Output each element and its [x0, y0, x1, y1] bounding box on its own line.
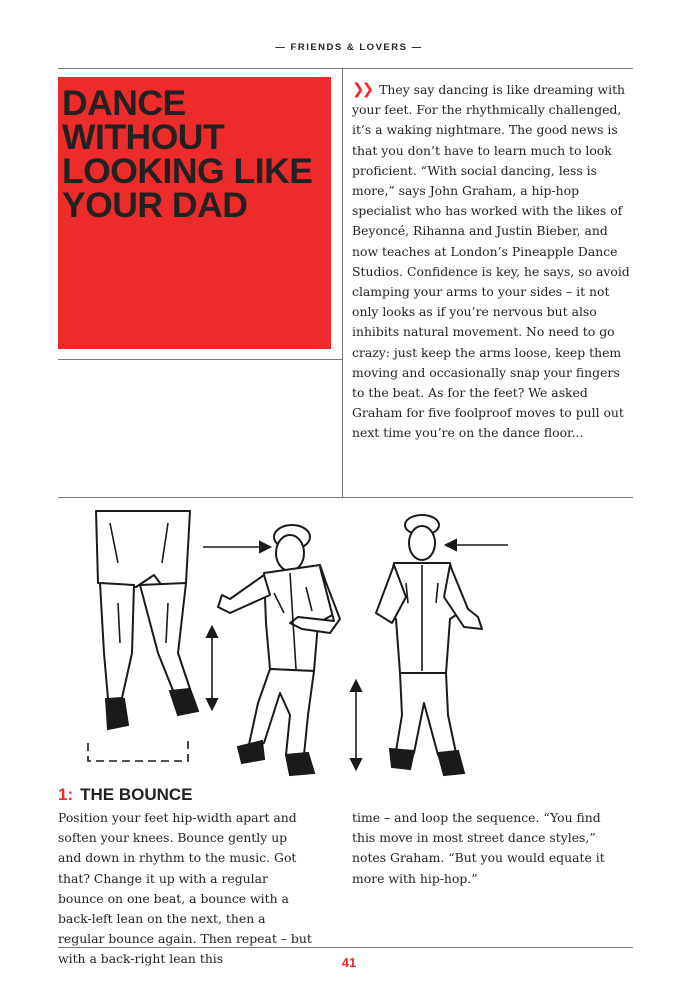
section-rule	[58, 497, 633, 498]
step-number: 1:	[58, 785, 74, 804]
step-text-right: time – and loop the sequence. “You find this move in most street dance styles,” notes Graham. “But you would equate it more with hip-hop.”	[352, 810, 605, 886]
intro-paragraph	[352, 79, 634, 444]
article-title: DANCE WITHOUT LOOKING LIKE YOUR DAD	[62, 83, 313, 225]
page-number: 41	[341, 955, 357, 970]
step-column-left	[58, 808, 314, 970]
title-underline	[58, 359, 342, 360]
title-box	[58, 77, 331, 349]
step-title: THE BOUNCE	[80, 785, 193, 804]
arrow-left-icon	[446, 540, 508, 550]
dancer-figure-leaning	[218, 525, 340, 775]
legs-figure	[88, 511, 198, 761]
top-rule	[58, 68, 633, 69]
intro-text: They say dancing is like dreaming with your feet. For the rhythmically challenged, it’s a waking nightmare. The good news is that you don’t have to learn much to look proficient. “With social dancing, less is more,” says John Graham, a hip-hop specialist who has worked with the likes of Beyoncé, Rihanna and Justin Bieber, and now teaches at London’s Pineapple Dance Studios. Confidence is key, he says, so avoid clamping your arms to your sides – it not only looks as if you’re nervous but also inhibits natural movement. No need to go crazy: just keep the arms loose, keep them moving and occasionally snap your fingers to the beat. As for the feet? We asked Graham for five foolproof moves to pull out next time you’re on the dance floor...	[352, 82, 630, 441]
vertical-arrow-icon	[207, 627, 217, 709]
arrow-right-icon	[203, 542, 270, 552]
step-column-right	[352, 808, 622, 889]
step-heading	[58, 785, 193, 805]
bounce-illustration	[58, 503, 633, 783]
bottom-rule	[58, 947, 633, 948]
vertical-arrow-icon-2	[351, 681, 361, 769]
double-chevron-icon: ❯❯	[352, 80, 372, 98]
column-divider	[342, 68, 343, 498]
dancer-figure-standing	[376, 515, 482, 775]
step-text-left: Position your feet hip-width apart and soften your knees. Bounce gently up and down in rhythm to the music. Got that? Change it up with a regular bounce on one beat, a bounce with a back-left lean on the next, then a regular bounce again. Then repeat – but with a back-right lean this	[58, 810, 312, 967]
section-kicker: — FRIENDS & LOVERS —	[275, 42, 423, 53]
